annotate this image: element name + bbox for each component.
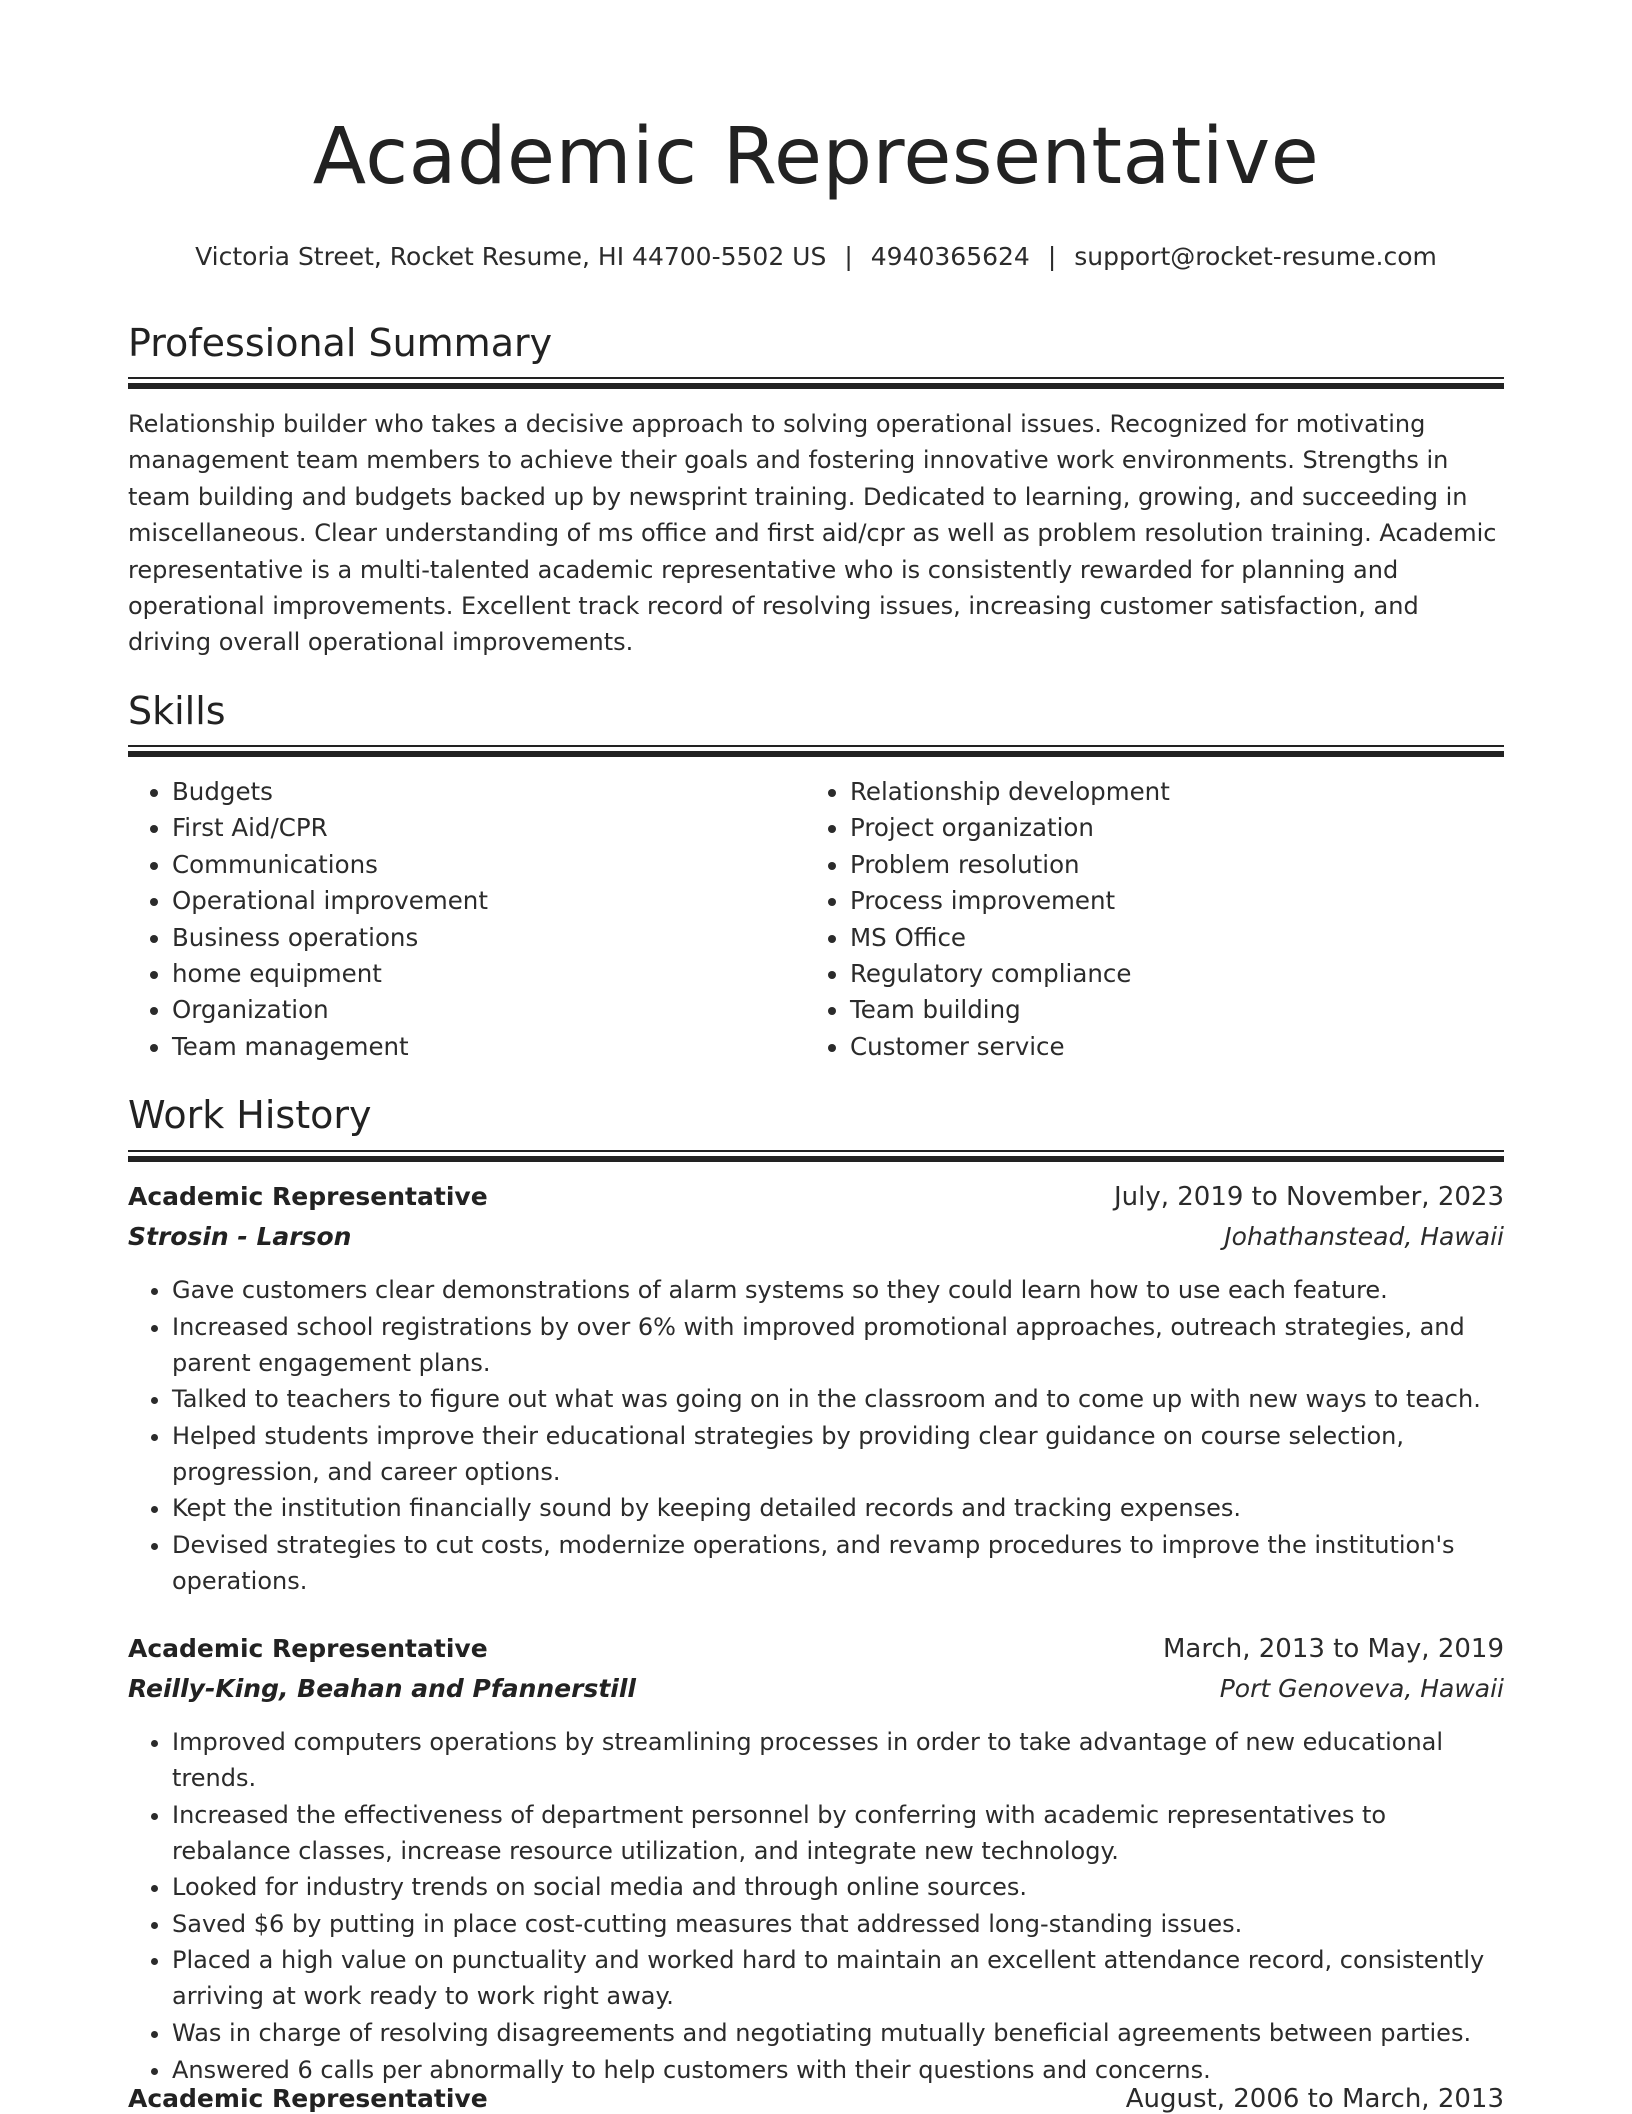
skill-item: • Communications: [172, 847, 792, 883]
contact-phone: 4940365624: [870, 242, 1030, 271]
skills-list-right: [806, 774, 1490, 1065]
skill-item: • MS Office: [850, 920, 1490, 956]
section-divider: [128, 377, 1504, 389]
job-bullet: • Saved $6 by putting in place cost-cutting measures that addressed long-standing issues.: [172, 1906, 1504, 1942]
summary-text: Relationship builder who takes a decisive approach to solving operational issues. Recognized for motivating management team members to achieve their goals and fostering innovative work environments. Strengths in team building and budgets backed up by newsprint training. Dedicated to learning, growing, and succeeding in miscellaneous. Clear understanding of ms office and first aid/cpr as well as problem resolution training. Academic representative is a multi-talented academic representative who is consistently rewarded for planning and operational improvements. Excellent track record of resolving issues, increasing customer satisfaction, and driving overall operational improvements.: [128, 410, 1497, 657]
job-dates: March, 2013 to May, 2019: [1162, 1634, 1504, 1664]
job-bullet: • Helped students improve their educational strategies by providing clear guidance on course selection, progression, and career options.: [172, 1418, 1504, 1490]
skill-item: • Team building: [850, 992, 1490, 1028]
job-bullet: • Gave customers clear demonstrations of alarm systems so they could learn how to use each feature.: [172, 1272, 1504, 1308]
skills-list-left: [128, 774, 792, 1065]
summary-heading: Professional Summary: [128, 321, 553, 365]
job-title: Academic Representative: [128, 1182, 488, 1211]
skill-item: • home equipment: [172, 956, 792, 992]
job-bullet: • Increased the effectiveness of department personnel by conferring with academic representatives to rebalance classes, increase resource utilization, and integrate new technology.: [172, 1797, 1504, 1869]
job-title: Academic Representative: [128, 1634, 488, 1663]
skill-item: • Operational improvement: [172, 883, 792, 919]
job-bullet: • Increased school registrations by over 6% with improved promotional approaches, outreach strategies, and parent engagement plans.: [172, 1309, 1504, 1381]
contact-address: Victoria Street, Rocket Resume, HI 44700-5502 US: [195, 242, 827, 271]
resume-name: Academic Representative: [312, 112, 1320, 202]
job-bullet: • Devised strategies to cut costs, modernize operations, and revamp procedures to improve the institution's operations.: [172, 1527, 1504, 1599]
skill-item: • Customer service: [850, 1029, 1490, 1065]
work-history-heading: Work History: [128, 1093, 372, 1137]
job-bullet: • Answered 6 calls per abnormally to help customers with their questions and concerns.: [172, 2052, 1504, 2088]
job-bullets: [128, 1272, 1504, 1600]
job-bullet: • Kept the institution financially sound by keeping detailed records and tracking expenses.: [172, 1490, 1504, 1526]
skill-item: • Project organization: [850, 810, 1490, 846]
skill-item: • Business operations: [172, 920, 792, 956]
skill-item: • First Aid/CPR: [172, 810, 792, 846]
skill-item: • Budgets: [172, 774, 792, 810]
contact-separator: |: [844, 242, 853, 271]
skill-item: • Problem resolution: [850, 847, 1490, 883]
job-title: Academic Representative: [128, 2084, 488, 2113]
contact-line: [128, 242, 1504, 272]
job-bullets: [128, 1724, 1504, 2088]
skills-heading: Skills: [128, 689, 226, 733]
job-bullet: • Looked for industry trends on social media and through online sources.: [172, 1869, 1504, 1905]
section-divider: [128, 1150, 1504, 1162]
job-bullet: • Placed a high value on punctuality and worked hard to maintain an excellent attendance record, consistently arriving at work ready to work right away.: [172, 1942, 1504, 2014]
job-location: Johathanstead, Hawaii: [1224, 1222, 1504, 1251]
skill-item: • Process improvement: [850, 883, 1490, 919]
job-bullet: • Improved computers operations by streamlining processes in order to take advantage of new educational trends.: [172, 1724, 1504, 1796]
job-location: Port Genoveva, Hawaii: [1219, 1674, 1504, 1703]
job-company: Strosin - Larson: [128, 1222, 352, 1251]
skill-item: • Organization: [172, 992, 792, 1028]
job-company: Reilly-King, Beahan and Pfannerstill: [128, 1674, 636, 1703]
contact-separator: |: [1047, 242, 1057, 271]
contact-email: support@rocket-resume.com: [1074, 242, 1437, 271]
job-bullet: • Was in charge of resolving disagreements and negotiating mutually beneficial agreements between parties.: [172, 2015, 1504, 2051]
skill-item: • Relationship development: [850, 774, 1490, 810]
job-bullet: • Talked to teachers to figure out what was going on in the classroom and to come up with new ways to teach.: [172, 1381, 1504, 1417]
job-dates: August, 2006 to March, 2013: [1125, 2084, 1504, 2114]
section-divider: [128, 745, 1504, 757]
job-dates: July, 2019 to November, 2023: [1113, 1182, 1504, 1212]
skill-item: • Regulatory compliance: [850, 956, 1490, 992]
skill-item: • Team management: [172, 1029, 792, 1065]
